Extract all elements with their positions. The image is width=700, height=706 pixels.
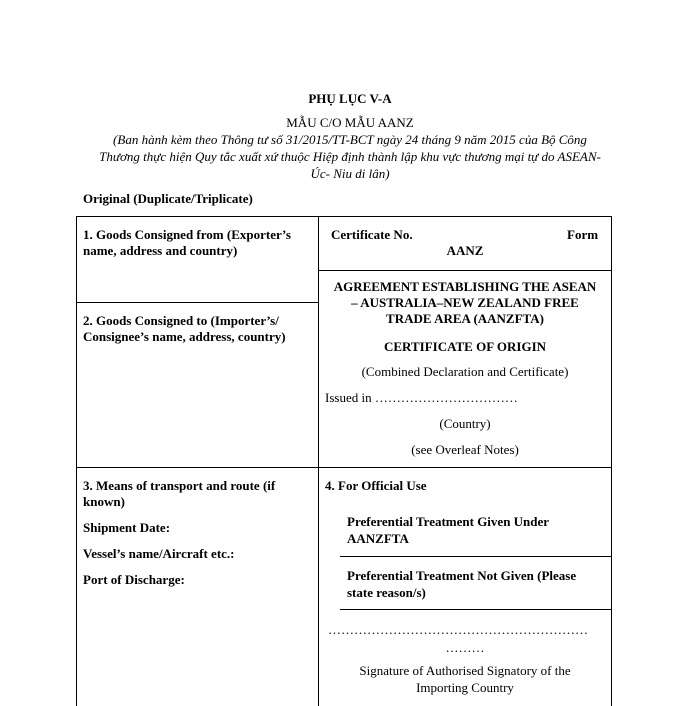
annex-title: PHỤ LỤC V-A bbox=[308, 91, 392, 106]
signature-dots-line-1: …………………………………………………… bbox=[328, 622, 588, 637]
box2-label-line-1: 2. Goods Consigned to (Importer’s/ bbox=[83, 313, 279, 328]
box4-title: 4. For Official Use bbox=[325, 478, 427, 493]
port-of-discharge-label: Port of Discharge: bbox=[83, 572, 185, 587]
subtitle-line-3: Úc- Niu di lân) bbox=[310, 166, 390, 181]
form-title: MẪU C/O MẪU AANZ bbox=[286, 115, 414, 130]
certificate-of-origin-title: CERTIFICATE OF ORIGIN bbox=[383, 339, 547, 354]
pref-not-given-text: Preferential Treatment Not Given (Please bbox=[347, 568, 577, 583]
shipment-date-label: Shipment Date: bbox=[83, 520, 171, 535]
official-use-divider-2 bbox=[340, 609, 612, 610]
pref-not-given-line-1 bbox=[347, 568, 576, 584]
signature-dots-line-2: ……… bbox=[445, 640, 485, 655]
signature-label-line-1: Signature of Authorised Signatory of the bbox=[359, 663, 571, 678]
box3-label-line-2: known) bbox=[83, 494, 125, 509]
box-left-border bbox=[76, 216, 77, 706]
box3-top-divider bbox=[76, 467, 612, 468]
box-top-border bbox=[76, 216, 612, 217]
aanz-label: AANZ bbox=[446, 243, 484, 258]
agreement-title-line-2: – AUSTRALIA–NEW ZEALAND FREE bbox=[351, 295, 579, 310]
original-label: Original (Duplicate/Triplicate) bbox=[83, 191, 253, 206]
certificate-no-label: Certificate No. bbox=[331, 227, 413, 242]
pref-given-text: Preferential Treatment Given Under bbox=[347, 514, 550, 529]
form-label: Form bbox=[567, 227, 599, 242]
combined-declaration-note: (Combined Declaration and Certificate) bbox=[361, 364, 569, 379]
signature-label-line-2: Importing Country bbox=[416, 680, 514, 695]
pref-given-line-1 bbox=[347, 514, 549, 530]
subtitle-line-1: (Ban hành kèm theo Thông tư số 31/2015/TT-BCT ngày 24 tháng 9 năm 2015 của Bộ Công bbox=[113, 132, 587, 147]
certno-divider bbox=[318, 270, 612, 271]
official-use-divider-1 bbox=[340, 556, 612, 557]
agreement-title-line-3: TRADE AREA (AANZFTA) bbox=[386, 311, 544, 326]
issued-in-field: Issued in …………………………… bbox=[325, 390, 518, 405]
subtitle-line-2: Thương thực hiện Quy tắc xuất xứ thuộc Hiệp định thành lập khu vực thương mại tự do ASEAN- bbox=[99, 149, 601, 164]
vessel-name-label: Vessel’s name/Aircraft etc.: bbox=[83, 546, 235, 561]
box2-label-line-2: Consignee’s name, address, country) bbox=[83, 329, 286, 344]
overleaf-notes-label: (see Overleaf Notes) bbox=[411, 442, 519, 457]
pref-not-given-line-2: state reason/s) bbox=[347, 585, 426, 600]
box3-label-line-1: 3. Means of transport and route (if bbox=[83, 478, 276, 493]
pref-given-line-2: AANZFTA bbox=[347, 531, 409, 546]
country-label: (Country) bbox=[439, 416, 491, 431]
box1-label-line-2: name, address and country) bbox=[83, 243, 238, 258]
box1-box2-divider bbox=[76, 302, 319, 303]
agreement-title-line-1: AGREEMENT ESTABLISHING THE ASEAN bbox=[333, 279, 597, 294]
box1-label-line-1: 1. Goods Consigned from (Exporter’s bbox=[83, 227, 291, 242]
